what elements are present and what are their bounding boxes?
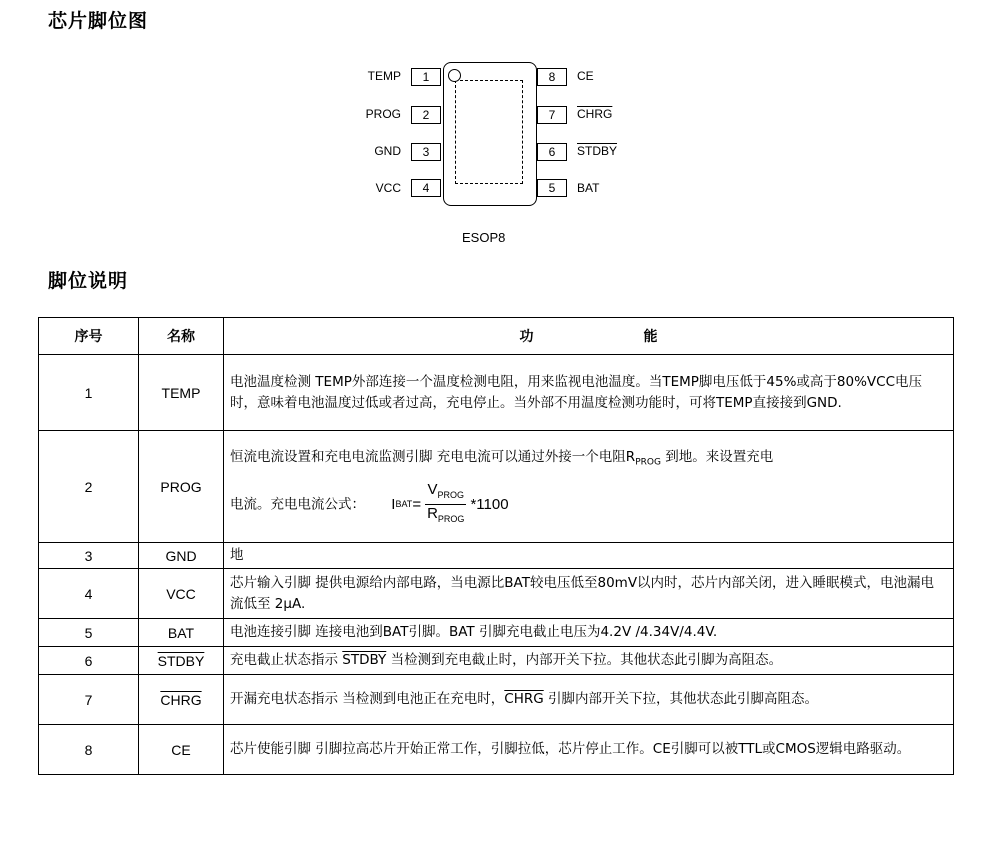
cell-no: 3 xyxy=(39,543,139,569)
cell-desc: 芯片使能引脚 引脚拉高芯片开始正常工作，引脚拉低，芯片停止工作。CE引脚可以被TTL或CMOS逻辑电路驱动。 xyxy=(224,725,954,775)
pin-label-vcc: VCC xyxy=(375,181,401,195)
table-header-row xyxy=(39,318,954,355)
table-row xyxy=(39,355,954,431)
pin-number-3: 3 xyxy=(411,143,441,161)
pin-label-stdby: STDBY xyxy=(577,144,618,158)
pin-label-chrg: CHRG xyxy=(577,107,613,121)
pin-number-4: 4 xyxy=(411,179,441,197)
cell-no: 1 xyxy=(39,355,139,431)
pin-number-7: 7 xyxy=(537,106,567,124)
header-function: 功 能 xyxy=(224,318,954,355)
cell-desc: 恒流电流设置和充电电流监测引脚 充电电流可以通过外接一个电阻$R_{PROG}$ 到地。来设置充电 电流。充电电流公式： I BAT = $\frac{V_{PROG}}{R_{PROG}}$ *1100 xyxy=(224,431,954,543)
cell-name: GND xyxy=(139,543,224,569)
pin-number-6: 6 xyxy=(537,143,567,161)
charge-current-formula: I BAT = $\frac{V_{PROG}}{R_{PROG}}$ *1100 xyxy=(391,481,509,525)
cell-name: STDBY xyxy=(139,647,224,675)
table-row xyxy=(39,725,954,775)
cell-no: 6 xyxy=(39,647,139,675)
cell-no: 4 xyxy=(39,569,139,619)
header-no: 序号 xyxy=(39,318,139,355)
cell-desc: 开漏充电状态指示 当检测到电池正在充电时，CHRG 引脚内部开关下拉，其他状态此引脚高阻态。 xyxy=(224,675,954,725)
table-row xyxy=(39,569,954,619)
pin-label-bat: BAT xyxy=(577,181,600,195)
cell-name: TEMP xyxy=(139,355,224,431)
pin-number-1: 1 xyxy=(411,68,441,86)
pin-label-prog: PROG xyxy=(365,107,401,121)
cell-name: PROG xyxy=(139,431,224,543)
cell-no: 7 xyxy=(39,675,139,725)
cell-desc: 电池温度检测 TEMP外部连接一个温度检测电阻，用来监视电池温度。当TEMP脚电压低于45%或高于80%VCC电压时，意味着电池温度过低或者过高，充电停止。当外部不用温度检测功能时，可将TEMP直接接到GND. xyxy=(224,355,954,431)
cell-no: 5 xyxy=(39,619,139,647)
pin-number-2: 2 xyxy=(411,106,441,124)
thermal-pad xyxy=(455,80,523,184)
cell-desc: 芯片输入引脚 提供电源给内部电路，当电源比BAT较电压低至80mV以内时，芯片内部关闭，进入睡眠模式，电池漏电流低至 2μA. xyxy=(224,569,954,619)
pin-label-ce: CE xyxy=(577,69,594,83)
pin-label-gnd: GND xyxy=(374,144,401,158)
cell-desc: 电池连接引脚 连接电池到BAT引脚。BAT 引脚充电截止电压为4.2V /4.34V/4.4V. xyxy=(224,619,954,647)
cell-name: CE xyxy=(139,725,224,775)
cell-name: BAT xyxy=(139,619,224,647)
pinout-heading: 芯片脚位图 xyxy=(48,10,149,32)
pin-number-5: 5 xyxy=(537,179,567,197)
cell-no: 2 xyxy=(39,431,139,543)
pin-description-heading: 脚位说明 xyxy=(48,270,129,292)
table-row xyxy=(39,675,954,725)
cell-name: CHRG xyxy=(139,675,224,725)
table-row xyxy=(39,543,954,569)
cell-no: 8 xyxy=(39,725,139,775)
pin-description-table xyxy=(38,317,954,775)
cell-desc: 充电截止状态指示 STDBY 当检测到充电截止时，内部开关下拉。其他状态此引脚为高阻态。 xyxy=(224,647,954,675)
pin-number-8: 8 xyxy=(537,68,567,86)
pin-label-temp: TEMP xyxy=(367,69,401,83)
cell-name: VCC xyxy=(139,569,224,619)
cell-desc: 地 xyxy=(224,543,954,569)
table-row xyxy=(39,647,954,675)
package-label: ESOP8 xyxy=(462,230,506,245)
table-row xyxy=(39,431,954,543)
table-row xyxy=(39,619,954,647)
header-name: 名称 xyxy=(139,318,224,355)
pin1-indicator-icon xyxy=(448,69,461,82)
